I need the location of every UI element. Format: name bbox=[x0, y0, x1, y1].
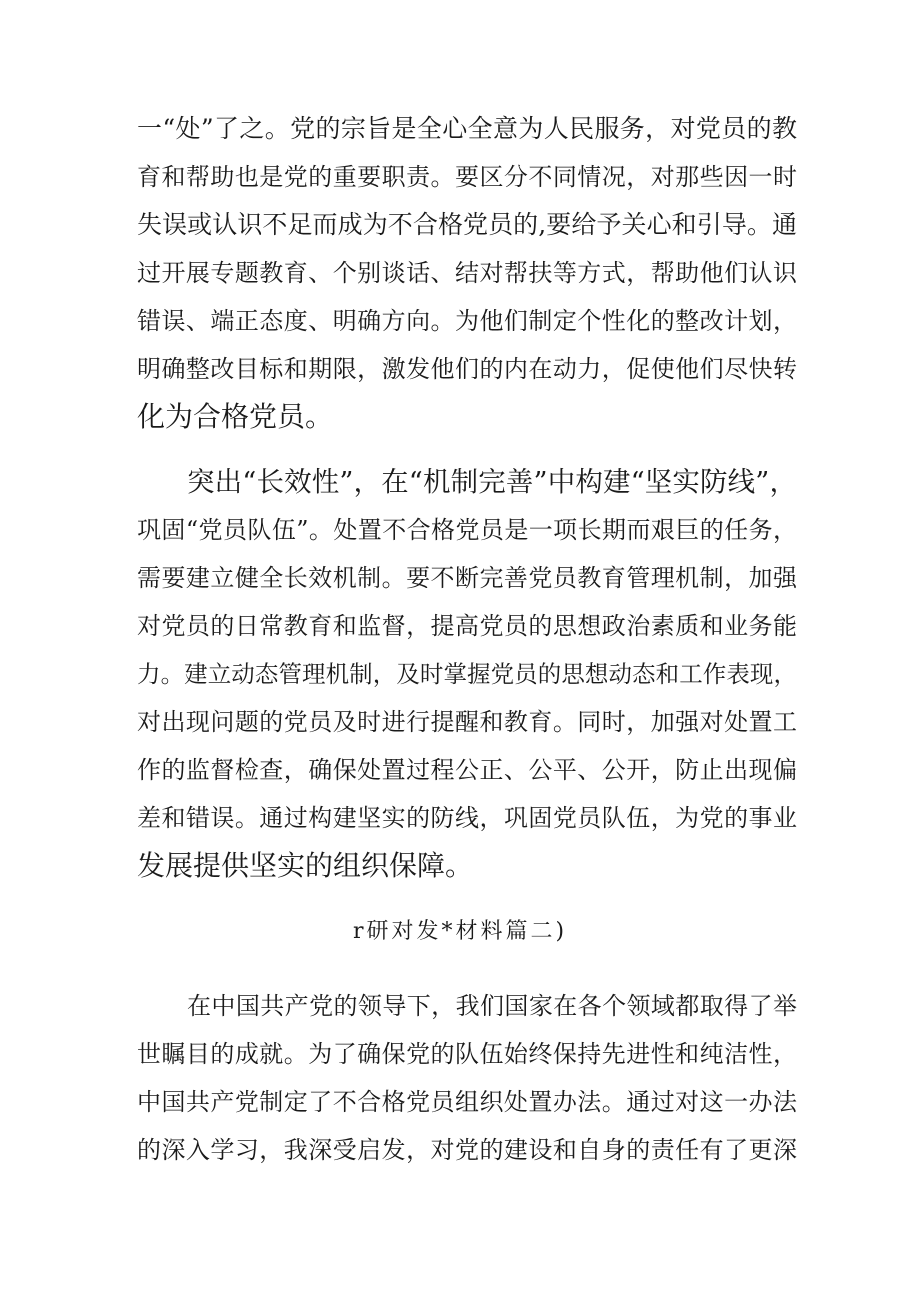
paragraph-line: 世瞩目的成就。为了确保党的队伍始终保持先进性和纯洁性， bbox=[137, 1040, 797, 1068]
paragraph-line: 一“处”了之。党的宗旨是全心全意为人民服务，对党员的教 bbox=[137, 114, 797, 143]
paragraph-line: 中国共产党制定了不合格党员组织处置办法。通过对这一办法 bbox=[137, 1088, 797, 1116]
paragraph-line: 作的监督检查，确保处置过程公正、公平、公开，防止出现偏 bbox=[137, 756, 797, 784]
paragraph-line: 对出现问题的党员及时进行提醒和教育。同时，加强对处置工 bbox=[137, 708, 797, 736]
paragraph-line: 突出“长效性”，在“机制完善”中构建“坚实防线”， bbox=[187, 466, 797, 498]
paragraph-line: 差和错误。通过构建坚实的防线，巩固党员队伍，为党的事业 bbox=[137, 804, 797, 832]
paragraph-line: 在中国共产党的领导下，我们国家在各个领域都取得了举 bbox=[187, 992, 797, 1020]
paragraph-line: 过开展专题教育、个别谈话、结对帮扶等方式，帮助他们认识 bbox=[137, 259, 797, 287]
paragraph-line: 育和帮助也是党的重要职责。要区分不同情况，对那些因一时 bbox=[137, 163, 797, 191]
paragraph-line: 对党员的日常教育和监督，提高党员的思想政治素质和业务能 bbox=[137, 612, 797, 640]
paragraph-line: 化为合格党员。 bbox=[137, 400, 334, 433]
paragraph-line: 错误、端正态度、明确方向。为他们制定个性化的整改计划， bbox=[137, 307, 797, 335]
paragraph-line: 巩固“党员队伍”。处置不合格党员是一项长期而艰巨的任务， bbox=[137, 516, 797, 544]
paragraph-line: 失误或认识不足而成为不合格党员的,要给予关心和引导。通 bbox=[137, 210, 797, 239]
paragraph-line: 发展提供坚实的组织保障。 bbox=[137, 849, 474, 882]
paragraph-line: 需要建立健全长效机制。要不断完善党员教育管理机制，加强 bbox=[137, 564, 797, 592]
paragraph-line: 明确整改目标和期限，激发他们的内在动力，促使他们尽快转 bbox=[137, 355, 797, 383]
paragraph-line: 的深入学习，我深受启发，对党的建设和自身的责任有了更深 bbox=[137, 1136, 797, 1164]
section-heading: r研对发*材料篇二) bbox=[352, 919, 568, 944]
paragraph-line: 力。建立动态管理机制，及时掌握党员的思想动态和工作表现， bbox=[137, 660, 797, 688]
